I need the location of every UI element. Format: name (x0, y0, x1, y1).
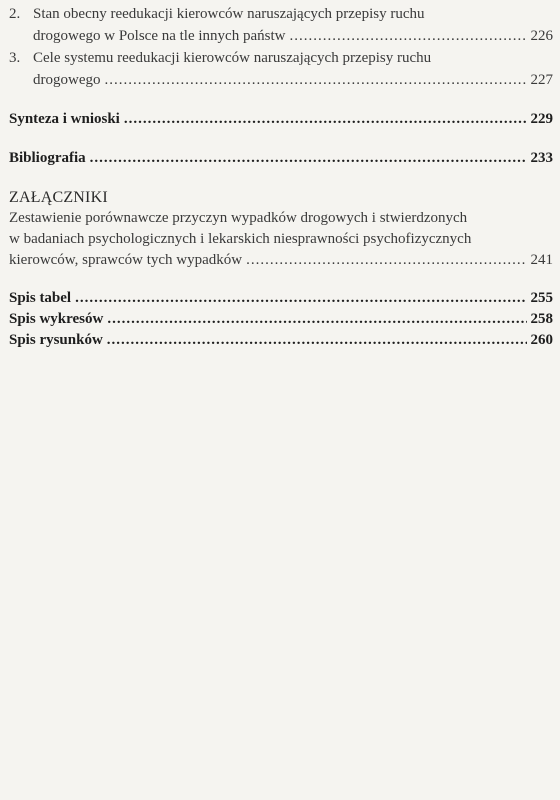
toc-page-number: 229 (530, 111, 553, 127)
toc-entry-label: Synteza i wnioski (9, 111, 120, 127)
toc-item-2-line2 (33, 28, 553, 45)
appendices-heading: ZAŁĄCZNIKI (9, 189, 108, 206)
toc-item-number: 3. (9, 50, 21, 66)
toc-leader-dots (75, 290, 526, 307)
toc-entry-text: drogowego (33, 72, 101, 88)
toc-entry-text: Stan obecny reedukacji kierowców naruszających przepisy ruchu (33, 6, 425, 22)
toc-entry-label: Spis wykresów (9, 311, 104, 327)
toc-leader-dots (90, 150, 527, 167)
toc-leader-dots (107, 332, 527, 349)
appendices-line3 (9, 252, 553, 269)
toc-page-number: 258 (530, 311, 553, 327)
toc-leader-dots (124, 111, 527, 128)
toc-page-number: 227 (530, 72, 553, 88)
toc-leader-dots (289, 28, 526, 45)
toc-list-of-charts (9, 311, 553, 328)
toc-page-number: 241 (530, 252, 553, 268)
appendices-line1: Zestawienie porównawcze przyczyn wypadków drogowych i stwierdzonych (9, 210, 468, 226)
toc-item-2-line1 (9, 6, 425, 23)
toc-bibliography (9, 150, 553, 167)
toc-page-number: 255 (530, 290, 553, 306)
toc-synthesis (9, 111, 553, 128)
toc-entry-text: drogowego w Polsce na tle innych państw (33, 28, 286, 44)
toc-entry-label: Spis tabel (9, 290, 72, 306)
toc-entry-label: Spis rysunków (9, 332, 103, 348)
toc-item-number: 2. (9, 6, 21, 22)
toc-leader-dots (105, 72, 527, 89)
toc-page-number: 226 (530, 28, 553, 44)
toc-item-3-line2 (33, 72, 553, 89)
toc-leader-dots (246, 252, 526, 269)
toc-list-of-tables (9, 290, 553, 307)
toc-page-number: 260 (530, 332, 553, 348)
toc-entry-label: Bibliografia (9, 150, 86, 166)
appendices-line2: w badaniach psychologicznych i lekarskich niesprawności psychofizycznych (9, 231, 472, 247)
toc-entry-text: kierowców, sprawców tych wypadków (9, 252, 243, 268)
toc-page-number: 233 (530, 150, 553, 166)
toc-entry-text: Cele systemu reedukacji kierowców naruszających przepisy ruchu (33, 50, 432, 66)
toc-item-3-line1 (9, 50, 431, 67)
toc-list-of-figures (9, 332, 553, 349)
toc-leader-dots (107, 311, 526, 328)
